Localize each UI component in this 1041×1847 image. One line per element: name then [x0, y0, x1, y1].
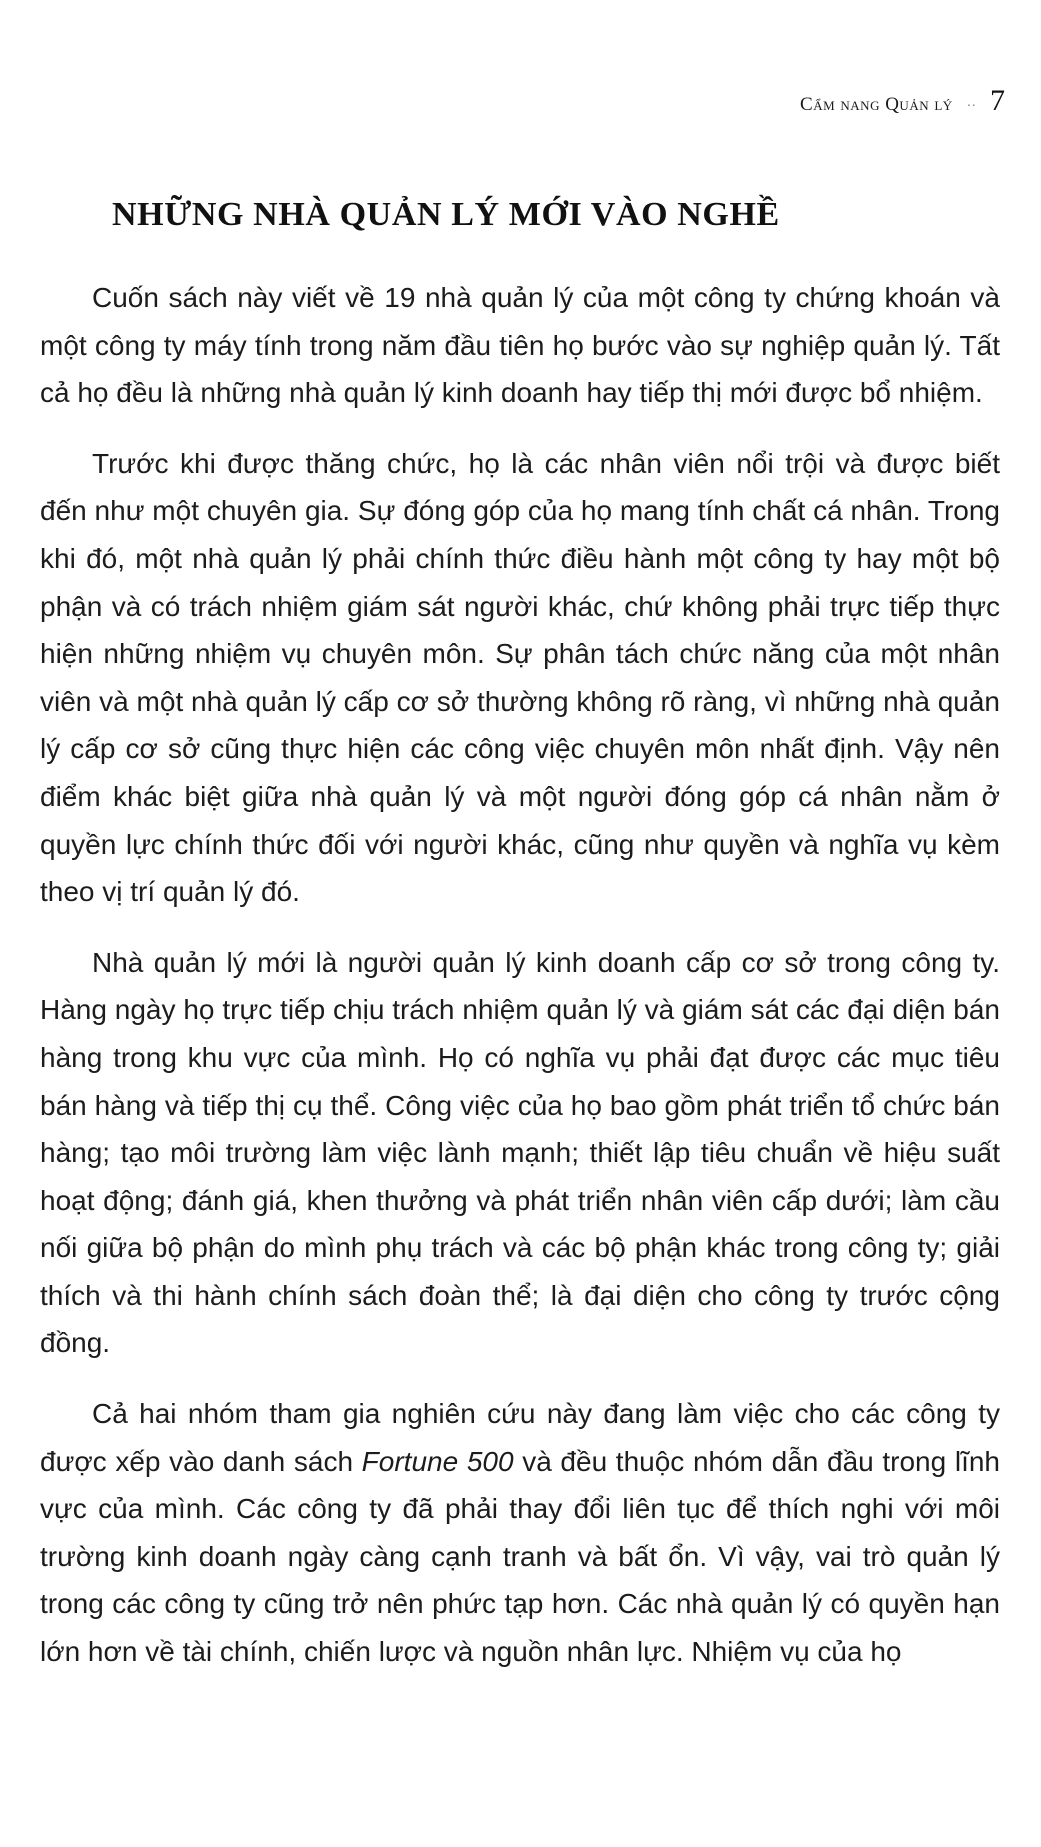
running-header [800, 84, 1005, 118]
page-number: 7 [990, 84, 1005, 117]
paragraph-1: Cuốn sách này viết về 19 nhà quản lý của một công ty chứng khoán và một công ty máy tính trong năm đầu tiên họ bước vào sự nghiệp quản lý. Tất cả họ đều là những nhà quản lý kinh doanh hay tiếp thị mới được bổ nhiệm. [40, 282, 1000, 409]
paragraph-3: Nhà quản lý mới là người quản lý kinh doanh cấp cơ sở trong công ty. Hàng ngày họ trực tiếp chịu trách nhiệm quản lý và giám sát các đại diện bán hàng trong khu vực của mình. Họ có nghĩa vụ phải đạt được các mục tiêu bán hàng và tiếp thị cụ thể. Công việc của họ bao gồm phát triển tổ chức bán hàng; tạo môi trường làm việc lành mạnh; thiết lập tiêu chuẩn về hiệu suất hoạt động; đánh giá, khen thưởng và phát triển nhân viên cấp dưới; làm cầu nối giữa bộ phận do mình phụ trách và các bộ phận khác trong công ty; giải thích và thi hành chính sách đoàn thể; là đại diện cho công ty trước cộng đồng. [40, 946, 1000, 1359]
paragraph-4 [40, 1390, 1000, 1676]
chapter-title: NHỮNG NHÀ QUẢN LÝ MỚI VÀO NGHỀ [112, 196, 780, 233]
paragraph-4-text-end: và đều thuộc nhóm dẫn đầu trong lĩnh vực của mình. Các công ty đã phải thay đổi liên tục để thích nghi với môi trường kinh doanh ngày càng cạnh tranh và bất ổn. Vì vậy, vai trò quản lý trong các công ty cũng trở nên phức tạp hơn. Các nhà quản lý có quyền hạn lớn hơn về tài chính, chiến lược và nguồn nhân lực. Nhiệm vụ của họ [40, 1445, 1000, 1668]
running-title: Cẩm nang Quản lý [800, 94, 953, 115]
paragraph-4-text-start: Cả hai nhóm tham gia nghiên cứu này đang làm việc cho các công ty được xếp vào danh sách [40, 1398, 1000, 1477]
body-text [40, 274, 1000, 1676]
paragraph-2: Trước khi được thăng chức, họ là các nhân viên nổi trội và được biết đến như một chuyên gia. Sự đóng góp của họ mang tính chất cá nhân. Trong khi đó, một nhà quản lý phải chính thức điều hành một công ty hay một bộ phận và có trách nhiệm giám sát người khác, chứ không phải trực tiếp thực hiện những nhiệm vụ chuyên môn. Sự phân tách chức năng của một nhân viên và một nhà quản lý cấp cơ sở thường không rõ ràng, vì những nhà quản lý cấp cơ sở cũng thực hiện các công việc chuyên môn nhất định. Vậy nên điểm khác biệt giữa nhà quản lý và một người đóng góp cá nhân nằm ở quyền lực chính thức đối với người khác, cũng như quyền và nghĩa vụ kèm theo vị trí quản lý đó. [40, 447, 1000, 908]
header-separator: ·· [966, 99, 976, 114]
fortune-500-title: Fortune 500 [361, 1445, 514, 1477]
